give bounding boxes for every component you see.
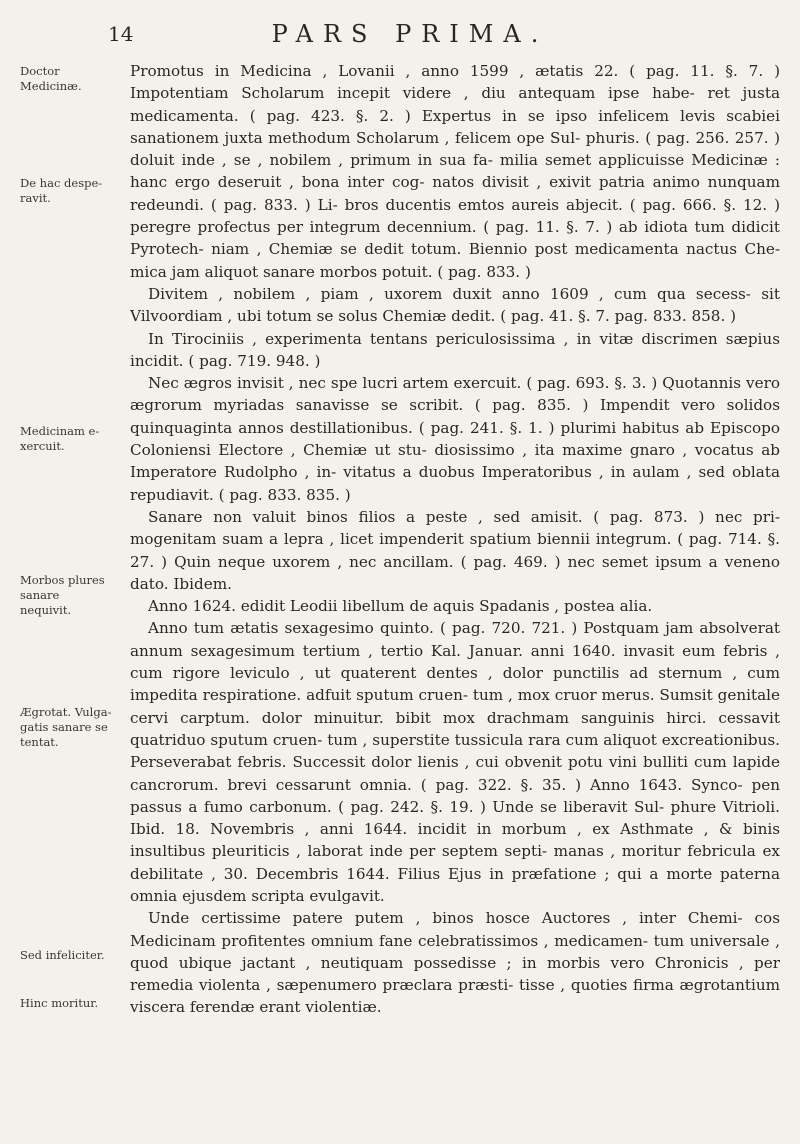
paragraph-nec-aegros: Nec ægros invisit , nec spe lucri artem exercuit. ( pag. 693. §. 3. ) Quotannis vero ægrorum myriadas sanavisse se scribit. ( pag. 835. ) Impendit vero solidos quinquaginta annos destillationibus. ( pag. 241. §. 1. ) plurimi habitus ab Episcopo Coloniensi Electore , Chemiæ ut stu- diosissimo , ita maxime gnaro , vocatus ab Imperatore Rudolpho , in- vitatus a duobus Imperatoribus , in aulam , sed oblata repudiavit. ( pag. 833. 835. ) [130, 374, 780, 504]
paragraph-unde: Unde certissime patere putem , binos hosce Auctores , inter Chemi- cos Medicinam profitentes omnium fane celebratissimos , medicamen- tum universale , quod ubique jactant , neutiquam possedisse ; in morbis vero Chronicis , per remedia violenta , sæpenumero præclara præsti- tisse , quoties firma ægrotantium viscera ferendæ erant violentiæ. [130, 909, 780, 1017]
paragraph-divitem: Divitem , nobilem , piam , uxorem duxit anno 1609 , cum qua secess- sit Vilvoordiam , ubi totum se solus Chemiæ dedit. ( pag. 41. §. 7. pag. 833. 858. ) [130, 284, 780, 326]
margin-note-desperavit: De hac despe- ravit. [20, 176, 103, 205]
paragraph-promotus: Promotus in Medicina , Lovanii , anno 1599 , ætatis 22. ( pag. 11. §. 7. ) Impotentiam Scholarum incepit videre , diu antequam ipse habe- ret justa medicamenta. ( pag. 423. §. 2. ) Expertus in se ipso infelicem levis scabiei sanationem juxta methodum Scholarum , felicem ope Sul- phuris. ( pag. 256. 257. ) doluit inde , se , nobilem , primum in sua fa- milia semet applicuisse Medicinæ : hanc ergo deseruit , bona inter cog- natos divisit , exivit patria animo nunquam redeundi. ( pag. 833. ) Li- bros ducentis emtos aureis abjecit. ( pag. 666. §. 12. ) peregre profectus per integrum decennium. ( pag. 11. §. 7. ) ab idiota tum didicit Pyrotech- niam , Chemiæ se dedit totum. Biennio post medicamenta nactus Che- mica jam aliquot sanare morbos potuit. ( pag. 833. ) [130, 62, 780, 281]
margin-note-aegrotat: Ægrotat. Vulga- gatis sanare se tentat. [20, 705, 112, 749]
paragraph-anno-tum: Anno tum ætatis sexagesimo quinto. ( pag. 720. 721. ) Postquam jam absolverat annum sexagesimum tertium , tertio Kal. Januar. anni 1640. invasit eum febris , cum rigore leviculo , ut quaterent dentes , dolor punctilis ad sternum , cum impedita respiratione. adfuit sputum cruen- tum , mox cruor merus. Sumsit genitale cervi carptum. dolor minuitur. bibit mox drachmam sanguinis hirci. cessavit quatriduo sputum cruen- tum , superstite tussicula rara cum aliquot excreationibus. Perseverabat febris. Successit dolor lienis , cui obvenit potu vini bulliti cum lapide cancrorum. brevi cessarunt omnia. ( pag. 322. §. 35. ) Anno 1643. Synco- pen passus a fumo carbonum. ( pag. 242. §. 19. ) Unde se liberavit Sul- phure Vitrioli. Ibid. 18. Novembris , anni 1644. incidit in morbum , ex Asthmate , & binis insultibus pleuriticis , laborat inde per septem septi- manas , moritur febricula ex debilitate , 30. Decembris 1644. Filius Ejus in præfatione ; qui a morte paterna omnia ejusdem scripta evulgavit. [130, 619, 780, 905]
paragraph-sanare: Sanare non valuit binos filios a peste , sed amisit. ( pag. 873. ) nec pri- mogenitam suam a lepra , licet impenderit spatium biennii integrum. ( pag. 714. §. 27. ) Quin neque uxorem , nec ancillam. ( pag. 469. ) nec semet ipsum a veneno dato. Ibidem. [130, 507, 780, 593]
paragraph-anno-1624: Anno 1624. edidit Leodii libellum de aquis Spadanis , postea alia. [148, 597, 653, 616]
margin-note-exercuit: Medicinam e- xercuit. [20, 424, 100, 453]
page-number: 14 [108, 22, 134, 46]
margin-note-morbos: Morbos plures sanare nequivit. [20, 573, 105, 617]
running-head: PARS PRIMA. [271, 20, 549, 48]
page-header [0, 20, 800, 60]
margin-note-doctor: Doctor Medicinæ. [20, 64, 82, 93]
margin-note-moritur: Hinc moritur. [20, 996, 99, 1010]
margin-note-infeliciter: Sed infeliciter. [20, 948, 105, 962]
paragraph-tirociniis: In Tirociniis , experimenta tentans periculosissima , in vitæ discrimen sæpius incidit. ( pag. 719. 948. ) [130, 329, 780, 370]
body-text [130, 60, 780, 1019]
